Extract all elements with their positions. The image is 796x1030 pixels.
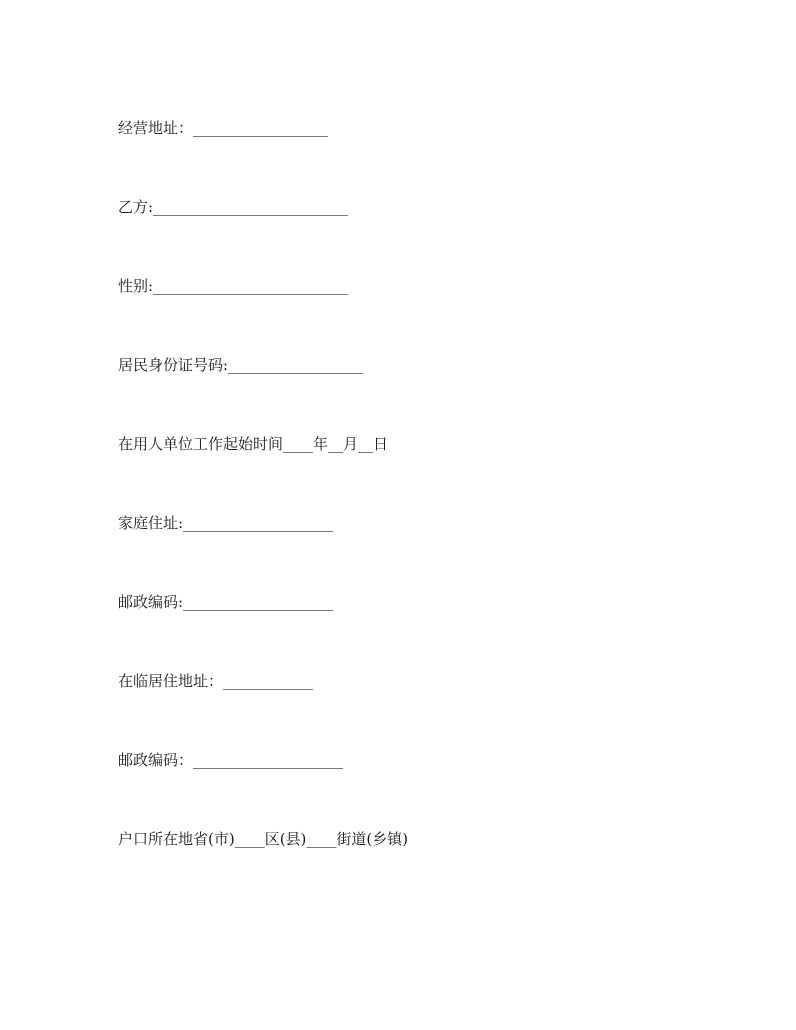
temporary-address-line: 在临居住地址：____________	[118, 672, 314, 690]
postal-code-line-2: 邮政编码：____________________	[118, 751, 344, 769]
home-address-line: 家庭住址:____________________	[118, 514, 334, 532]
postal-code-line: 邮政编码:____________________	[118, 593, 334, 611]
household-registration-line: 户口所在地省(市)____区(县)____街道(乡镇)	[118, 830, 409, 848]
gender-line: 性别:__________________________	[118, 277, 349, 295]
employment-start-date-line: 在用人单位工作起始时间____年__月__日	[118, 435, 389, 453]
id-number-line: 居民身份证号码:__________________	[118, 356, 364, 374]
party-b-line: 乙方:__________________________	[118, 198, 349, 216]
business-address-line: 经营地址：__________________	[118, 119, 329, 137]
